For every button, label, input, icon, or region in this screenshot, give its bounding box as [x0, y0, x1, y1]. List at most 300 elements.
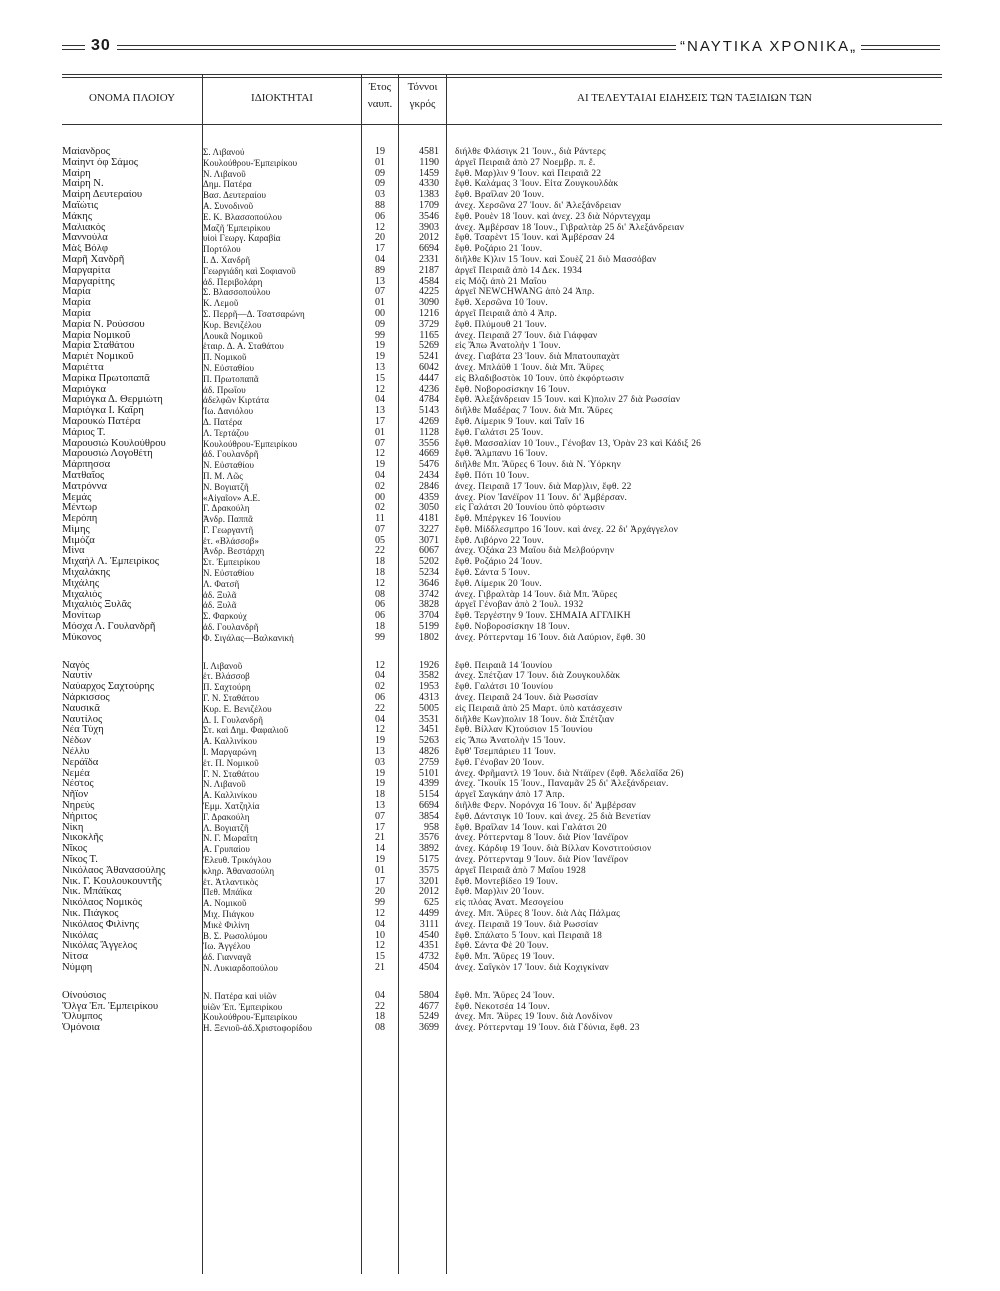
latest-news: ἔφθ. Λίμερικ 20 Ἰουν.	[455, 578, 542, 589]
table-row	[62, 385, 942, 396]
gross-tons: 3729	[419, 319, 439, 330]
gross-tons: 5101	[419, 768, 439, 779]
table-row	[62, 758, 942, 769]
table-row	[62, 877, 942, 888]
owner: Α. Νομικοῦ	[203, 898, 247, 909]
ship-name: Νέδων	[62, 736, 91, 747]
gross-tons: 2434	[419, 470, 439, 481]
gross-tons: 3742	[419, 589, 439, 600]
owner: ἑτ. «Βλάσσοβ»	[203, 535, 260, 546]
owner: Σ. Φαρκούχ	[203, 611, 247, 622]
ship-name: Νικόλαος Φιλίνης	[62, 919, 139, 930]
latest-news: ἔφθ. Μασσαλίαν 10 Ἰουν., Γένοβαν 13, Ὀρὰν 23 καὶ Κάδιξ 26	[455, 438, 701, 449]
latest-news: ἔφθ. Μπ. Ἄϋρες 19 Ἰουν.	[455, 952, 555, 963]
year-built: 13	[375, 362, 385, 373]
gross-tons: 1383	[419, 190, 439, 201]
ship-name: Μαρία	[62, 298, 91, 309]
table-row	[62, 855, 942, 866]
gross-tons: 1802	[419, 632, 439, 643]
gross-tons: 6694	[419, 244, 439, 255]
owner: Ἀνδρ. Παππᾶ	[203, 514, 253, 525]
year-built: 06	[375, 693, 385, 704]
year-built: 12	[375, 384, 385, 395]
ship-name: Νικόλαος Νομικὸς	[62, 898, 143, 909]
owner: Ν. Εὐσταθίου	[203, 362, 255, 373]
year-built: 14	[375, 844, 385, 855]
owner: Ν. Εὐσταθίου	[203, 460, 255, 471]
ship-name: Μιχάλης	[62, 578, 100, 589]
ship-name: Μαίανδρος	[62, 147, 110, 157]
year-built: 12	[375, 578, 385, 589]
owner: Κυρ. Βενιζέλου	[203, 319, 262, 330]
table-row	[62, 514, 942, 525]
latest-news: εἰς Γαλάτσι 20 Ἰουνίου ὑπὸ φόρτωσιν	[455, 503, 605, 514]
year-built: 11	[375, 514, 385, 525]
owner: Ε. Κ. Βλασσοπούλου	[203, 211, 282, 222]
year-built: 21	[375, 962, 385, 973]
table-row	[62, 331, 942, 342]
owner: Μαζῆ Ἐμπειρίκου	[203, 222, 271, 233]
owner: Στ. Ἐμπειρίκου	[203, 557, 261, 568]
table-row	[62, 266, 942, 277]
owner: Κυρ. Ε. Βενιζέλου	[203, 703, 272, 714]
year-built: 18	[375, 790, 385, 801]
table-row	[62, 568, 942, 579]
table-row	[62, 320, 942, 331]
ship-name: Νύμφη	[62, 962, 93, 973]
year-built: 19	[375, 779, 385, 790]
owner: κληρ. Ἀθανασούλη	[203, 865, 275, 876]
ship-name: Νῖκος Τ.	[62, 855, 98, 865]
gross-tons: 4330	[419, 179, 439, 190]
gross-tons: 4581	[419, 147, 439, 157]
owner: ἀδ. Γιανναγᾶ	[203, 952, 252, 963]
year-built: 02	[375, 682, 385, 693]
latest-news: εἰς πλόας Ἀνατ. Μεσογείου	[455, 898, 564, 909]
ship-name: Μαϊώτις	[62, 200, 99, 211]
table-row	[62, 898, 942, 909]
ship-name: Νηρεὺς	[62, 801, 95, 812]
table-row	[62, 579, 942, 590]
ship-name: Ναυτίλος	[62, 714, 103, 725]
latest-news: ἀνεχ. Φρῆμαντλ 19 Ἰουν. διὰ Ντάϊρεν (ἔφθ. Ἀδελαΐδα 26)	[455, 768, 684, 779]
ship-name: Νικόλαος Ἀθανασούλης	[62, 865, 166, 876]
latest-news: ἔφθ. Νεκοτσέα 14 Ἰουν.	[455, 1001, 550, 1012]
ships-table	[62, 147, 942, 1034]
table-row	[62, 1012, 942, 1023]
latest-news: ἀνεχ. Πειραιᾶ 24 Ἰουν. διὰ Ρωσσίαν	[455, 693, 599, 704]
year-built: 01	[375, 865, 385, 876]
ship-name: Μαρουσιὼ Λογοθέτη	[62, 449, 153, 460]
table-row	[62, 536, 942, 547]
owner: Σ. Λιβανού	[203, 147, 245, 157]
table-row	[62, 363, 942, 374]
gross-tons: 3699	[419, 1023, 439, 1034]
ship-name: Μαρουκὼ Πατέρα	[62, 416, 141, 427]
gross-tons: 5175	[419, 855, 439, 865]
latest-news: ἔφθ. Γαλάτσι 25 Ἰουν.	[455, 427, 544, 438]
owner: Γεωργιάδη καὶ Σοφιανοῦ	[203, 265, 296, 276]
latest-news: ἔφθ. Μπέργκεν 16 Ἰουνίου	[455, 514, 561, 525]
table-row	[62, 471, 942, 482]
year-built: 12	[375, 449, 385, 460]
latest-news: ἀνεχ. Γιαβάτα 23 Ἰουν. διὰ Μπατουπαχὰτ	[455, 352, 620, 363]
gross-tons: 3704	[419, 611, 439, 622]
owner: ἀδελφῶν Κιρτάτα	[203, 395, 270, 406]
owner: Μιχ. Πιάγκου	[203, 908, 255, 919]
ship-name: Οἰνούσιος	[62, 990, 106, 1001]
owner: Στ. καὶ Δημ. Φαφαλιοῦ	[203, 725, 289, 736]
owner: Π. Μ. Λῶς	[203, 470, 243, 481]
year-built: 08	[375, 1023, 385, 1034]
owner: Δημ. Πατέρα	[203, 179, 252, 190]
table-row	[62, 590, 942, 601]
owner: Κ. Λεμοῦ	[203, 298, 239, 309]
latest-news: ἔφθ. Δάντσιγκ 10 Ἰουν. καὶ ἀνεχ. 25 διὰ Βενετίαν	[455, 811, 651, 822]
ship-name: Μίμης	[62, 524, 90, 535]
gross-tons: 3828	[419, 600, 439, 611]
table-row	[62, 833, 942, 844]
table-row	[62, 671, 942, 682]
table-row	[62, 715, 942, 726]
table-row	[62, 298, 942, 309]
year-built: 09	[375, 179, 385, 190]
gross-tons: 4225	[419, 287, 439, 298]
owner: Ν. Λιβανοῦ	[203, 779, 246, 790]
owner: Ἰω. Ἀγγέλου	[203, 941, 251, 952]
latest-news: διῆλθε Κ)λιν 15 Ἰουν. καὶ Σουὲζ 21 διὸ Μασσόβαν	[455, 254, 657, 265]
ship-name: Νικ. Γ. Κουλουκουντῆς	[62, 876, 162, 887]
gross-tons: 4269	[419, 416, 439, 427]
owner: ἑταιρ. Δ. Α. Σταθάτου	[203, 341, 284, 352]
ship-name: Μαριὲτ Νομικοῦ	[62, 352, 134, 363]
gross-tons: 5199	[419, 622, 439, 633]
table-row	[62, 611, 942, 622]
gross-tons: 4351	[419, 941, 439, 952]
gross-tons: 6694	[419, 801, 439, 812]
owner: Γ. Γεωργαντῆ	[203, 524, 254, 535]
table-row	[62, 633, 942, 644]
year-built: 02	[375, 503, 385, 514]
latest-news: ἀνεχ. Κάρδιφ 19 Ἰουν. διὰ Βίλλαν Κονστιτούσιον	[455, 844, 652, 855]
ship-name: Μαρουσιὼ Κουλούθρου	[62, 438, 166, 449]
ship-group	[62, 991, 942, 1034]
owner: Ν. Βογιατζῆ	[203, 481, 249, 492]
latest-news: ἀργεῖ Γένοβαν ἀπὸ 2 Ἰουλ. 1932	[455, 600, 584, 611]
ship-name: Μαρία	[62, 308, 91, 319]
year-built: 13	[375, 747, 385, 758]
year-built: 07	[375, 287, 385, 298]
latest-news: ἔφθ. Μπ. Ἄϋρες 24 Ἰουν.	[455, 990, 555, 1001]
gross-tons: 3111	[419, 919, 439, 930]
latest-news: ἔφθ. Ροζάριο 24 Ἰουν.	[455, 557, 543, 568]
year-built: 88	[375, 200, 385, 211]
year-built: 18	[375, 557, 385, 568]
latest-news: ἔφθ. Ἄλμπανυ 16 Ἰουν.	[455, 449, 548, 460]
gross-tons: 3071	[419, 535, 439, 546]
year-built: 13	[375, 801, 385, 812]
gross-tons: 3451	[419, 725, 439, 736]
year-built: 15	[375, 952, 385, 963]
year-built: 05	[375, 535, 385, 546]
year-built: 17	[375, 244, 385, 255]
gross-tons: 5269	[419, 341, 439, 352]
latest-news: ἀνεχ. Μπ. Ἄϋρες 8 Ἰουν. διὰ Λὰς Πάλμας	[455, 908, 621, 919]
group-spacer	[62, 974, 942, 991]
gross-tons: 5234	[419, 568, 439, 579]
latest-news: ἔφθ. Μοντεβίδεο 19 Ἰουν.	[455, 876, 559, 887]
column-header-tons: Τόννοι γκρός	[407, 81, 438, 110]
table-row	[62, 277, 942, 288]
year-built: 13	[375, 406, 385, 417]
table-row	[62, 941, 942, 952]
latest-news: ἀνεχ. Ρίον Ἰανέϊρον 11 Ἰουν. δι' Ἀμβέρσαν.	[455, 492, 628, 503]
table-row	[62, 503, 942, 514]
owner: Α. Καλλινίκου	[203, 790, 258, 801]
ship-name: Μάκης	[62, 211, 93, 222]
table-row	[62, 747, 942, 758]
table-row	[62, 600, 942, 611]
owner: Π. Νομικοῦ	[203, 352, 247, 363]
year-built: 09	[375, 168, 385, 179]
gross-tons: 6067	[419, 546, 439, 557]
year-built: 07	[375, 438, 385, 449]
gross-tons: 5263	[419, 736, 439, 747]
table-row	[62, 341, 942, 352]
table-row	[62, 309, 942, 320]
table-row	[62, 244, 942, 255]
year-built: 04	[375, 714, 385, 725]
year-built: 01	[375, 427, 385, 438]
ship-name: Νίκη	[62, 822, 84, 833]
gross-tons: 6042	[419, 362, 439, 373]
owner: Λ. Φατσῆ	[203, 578, 240, 589]
owner: Γ. Δρακούλη	[203, 811, 250, 822]
owner: Κουλούθρου-Ἐμπειρίκου	[203, 438, 298, 449]
table-row	[62, 844, 942, 855]
latest-news: ἔφθ. Λίμερικ 9 Ἰουν. καὶ Ταΐν 16	[455, 416, 585, 427]
gross-tons: 1953	[419, 682, 439, 693]
gross-tons: 3903	[419, 222, 439, 233]
gross-tons: 3575	[419, 865, 439, 876]
latest-news: ἀνεχ. Ρόττερνταμ 8 Ἰουν. διὰ Ρίον Ἰανέϊρον	[455, 833, 629, 844]
year-built: 07	[375, 811, 385, 822]
latest-news: ἔφθ' Τσεμπάριευ 11 Ἰουν.	[455, 747, 557, 758]
latest-news: ἀργεῖ Πειραιᾶ ἀπὸ 7 Μαΐου 1928	[455, 865, 586, 876]
latest-news: ἔφθ. Σάντα Φὲ 20 Ἰουν.	[455, 941, 549, 952]
year-built: 06	[375, 611, 385, 622]
owner: Ἀνδρ. Βεστάρχη	[203, 546, 265, 557]
ship-name: Νέστος	[62, 779, 94, 790]
latest-news: ἀνεχ. Πειραιᾶ 19 Ἰουν. διὰ Ρωσσίαν	[455, 919, 599, 930]
ship-name: Μαίηντ όφ Σάμος	[62, 157, 139, 168]
year-built: 99	[375, 898, 385, 909]
latest-news: ἀνεχ. Γιβραλτὰρ 14 Ἰουν. διὰ Μπ. Ἄϋρες	[455, 589, 618, 600]
gross-tons: 958	[424, 822, 439, 833]
year-built: 13	[375, 276, 385, 287]
latest-news: ἀνεχ. Ρόττερνταμ 9 Ἰουν. διὰ Ρίον Ἰανέϊρον	[455, 855, 629, 865]
table-row	[62, 190, 942, 201]
table-row	[62, 769, 942, 780]
ship-name: Νικ. Μπάϊκας	[62, 887, 122, 898]
latest-news: ἔφθ. Ροζάριο 21 Ἰουν.	[455, 244, 543, 255]
table-row	[62, 169, 942, 180]
latest-news: ἀνεχ. Μπλάϋθ 1 Ἰουν. διὰ Μπ. Ἄϋρες	[455, 362, 604, 373]
year-built: 02	[375, 481, 385, 492]
gross-tons: 3854	[419, 811, 439, 822]
year-built: 20	[375, 887, 385, 898]
ship-name: Ματθαῖος	[62, 470, 105, 481]
year-built: 12	[375, 941, 385, 952]
journal-title: “ΝΑΥΤΙΚΑ ΧΡΟΝΙΚΑ„	[676, 38, 861, 55]
gross-tons: 5241	[419, 352, 439, 363]
latest-news: ἀνεχ. Ὀξάκα 23 Μαΐου διὰ Μελβούρνην	[455, 546, 615, 557]
table-row	[62, 428, 942, 439]
year-built: 10	[375, 930, 385, 941]
gross-tons: 2187	[419, 265, 439, 276]
owner: Η. Ξενιοῦ-ἀδ.Χριστοφορίδου	[203, 1023, 313, 1034]
gross-tons: 4504	[419, 962, 439, 973]
ship-name: Νέα Τύχη	[62, 725, 104, 736]
gross-tons: 3227	[419, 524, 439, 535]
ship-name: Μαίρη Δευτεραίου	[62, 190, 143, 201]
table-row	[62, 287, 942, 298]
gross-tons: 5202	[419, 557, 439, 568]
latest-news: ἔφθ. Μαρ)λιν 9 Ἰουν. καὶ Πειραιᾶ 22	[455, 168, 602, 179]
year-built: 04	[375, 919, 385, 930]
gross-tons: 4181	[419, 514, 439, 525]
year-built: 17	[375, 822, 385, 833]
owner: Ν. Εὐσταθίου	[203, 568, 255, 579]
latest-news: ἀνεχ. Σπέτζιαν 17 Ἰουν. διὰ Ζουγκουλδὰκ	[455, 671, 621, 682]
ship-name: Μαρία Σταθάτου	[62, 341, 135, 352]
owner: Πεθ. Μπάϊκα	[203, 887, 253, 898]
latest-news: ἔφθ. Σπάλατο 5 Ἰουν. καὶ Πειραιᾶ 18	[455, 930, 602, 941]
column-header-name: ΟΝΟΜΑ ΠΛΟΙΟΥ	[88, 92, 176, 104]
owner: ἑτ. Π. Νομικοῦ	[203, 757, 259, 768]
owner: Ι. Μαργαρώνη	[203, 747, 257, 758]
year-built: 17	[375, 416, 385, 427]
year-built: 12	[375, 908, 385, 919]
year-built: 08	[375, 589, 385, 600]
table-row	[62, 158, 942, 169]
owner: Π. Πρωτοπαπᾶ	[203, 373, 259, 384]
table-row	[62, 920, 942, 931]
year-built: 22	[375, 546, 385, 557]
gross-tons: 1216	[419, 308, 439, 319]
table-row	[62, 812, 942, 823]
owner: Ἰω. Δανιόλου	[203, 406, 254, 417]
ship-name: Ὄλγα Ἐπ. Ἐμπειρίκου	[62, 1001, 159, 1012]
owner: ἑτ. Ἀτλαντικὸς	[203, 876, 259, 887]
table-row	[62, 909, 942, 920]
latest-news: ἀργεῖ Πειραιᾶ ἀπὸ 27 Νοεμβρ. π. ἔ.	[455, 157, 596, 168]
latest-news: ἔφθ. Τσαρὲντ 15 Ἰουν. καὶ Ἀμβέρσαν 24	[455, 233, 615, 244]
year-built: 19	[375, 768, 385, 779]
latest-news: εἰς Πειραιᾶ ἀπὸ 25 Μαρτ. ὑπὸ κατάσχεσιν	[455, 703, 623, 714]
latest-news: ἀνεχ. Μπ. Ἄϋρες 19 Ἰουν. διὰ Λονδίνον	[455, 1012, 613, 1023]
gross-tons: 3546	[419, 211, 439, 222]
owner: Ἐμμ. Χατζηλία	[203, 801, 260, 812]
latest-news: ἀνεχ. Πειραιᾶ 27 Ἰουν. διὰ Γιάφφαν	[455, 330, 598, 341]
table-row	[62, 963, 942, 974]
gross-tons: 3201	[419, 876, 439, 887]
ship-name: Μαριόγκα	[62, 384, 106, 395]
table-row	[62, 255, 942, 266]
owner: Σ. Βλασσοπούλου	[203, 287, 271, 298]
gross-tons: 3050	[419, 503, 439, 514]
year-built: 12	[375, 222, 385, 233]
year-built: 12	[375, 725, 385, 736]
gross-tons: 4236	[419, 384, 439, 395]
owner: υἱῶν Ἐπ. Ἐμπειρίκου	[203, 1001, 283, 1012]
latest-news: ἔφθ. Ρουὲν 18 Ἰουν. καὶ ἀνεχ. 23 διὰ Νόρντεγχαμ	[455, 211, 651, 222]
year-built: 04	[375, 395, 385, 406]
gross-tons: 1709	[419, 200, 439, 211]
ship-group	[62, 661, 942, 974]
year-built: 00	[375, 308, 385, 319]
year-built: 19	[375, 341, 385, 352]
latest-news: ἀνεχ. Χερσῶνα 27 Ἰουν. δι' Ἀλεξάνδρειαν	[455, 200, 622, 211]
ship-name: Νικόλας Ἄγγελος	[62, 941, 138, 952]
table-row	[62, 395, 942, 406]
ship-name: Μιμόζα	[62, 535, 95, 546]
ship-name: Μίνα	[62, 546, 85, 557]
table-row	[62, 991, 942, 1002]
latest-news: ἔφθ. Πειραιᾶ 14 Ἰουνίου	[455, 660, 553, 671]
table-row	[62, 525, 942, 536]
gross-tons: 5249	[419, 1012, 439, 1023]
latest-news: ἔφθ. Βραΐλαν 14 Ἰουν. καὶ Γαλάτσι 20	[455, 822, 607, 833]
owner: ἀδ. Περιβολάρη	[203, 276, 263, 287]
latest-news: ἔφθ. Μίδδλεσμπρο 16 Ἰουν. καὶ ἀνεχ. 22 δι' Ἀρχάγγελον	[455, 524, 679, 535]
gross-tons: 4359	[419, 492, 439, 503]
year-built: 18	[375, 622, 385, 633]
gross-tons: 3531	[419, 714, 439, 725]
ship-name: Νῖκος	[62, 844, 88, 855]
table-row	[62, 147, 942, 158]
table-row	[62, 682, 942, 693]
ship-name: Νέλλυ	[62, 747, 90, 758]
gross-tons: 4540	[419, 930, 439, 941]
owner: Π. Σαχτούρη	[203, 682, 251, 693]
ship-name: Μαίρη Ν.	[62, 179, 104, 190]
table-row	[62, 201, 942, 212]
year-built: 00	[375, 492, 385, 503]
gross-tons: 5005	[419, 703, 439, 714]
table-row	[62, 417, 942, 428]
gross-tons: 4584	[419, 276, 439, 287]
gross-tons: 1190	[419, 157, 439, 168]
table-row	[62, 725, 942, 736]
owner: Πορτόλου	[203, 244, 241, 255]
gross-tons: 4826	[419, 747, 439, 758]
gross-tons: 1128	[419, 427, 439, 438]
table-row	[62, 1002, 942, 1013]
latest-news: ἀργεῖ NEWCHWANG ἀπὸ 24 Ἀπρ.	[455, 287, 595, 298]
year-built: 19	[375, 736, 385, 747]
gross-tons: 3582	[419, 671, 439, 682]
owner: ἀδ. Ξυλᾶ	[203, 589, 237, 600]
year-built: 03	[375, 757, 385, 768]
year-built: 20	[375, 233, 385, 244]
ship-name: Ὁμόνοια	[62, 1023, 100, 1034]
latest-news: ἀργεῖ Πειραιᾶ ἀπὸ 14 Δεκ. 1934	[455, 265, 582, 276]
gross-tons: 4399	[419, 779, 439, 790]
ship-name: Μαλιακὸς	[62, 222, 106, 233]
owner: Α. Συνοδινοῦ	[203, 200, 254, 211]
table-row	[62, 557, 942, 568]
